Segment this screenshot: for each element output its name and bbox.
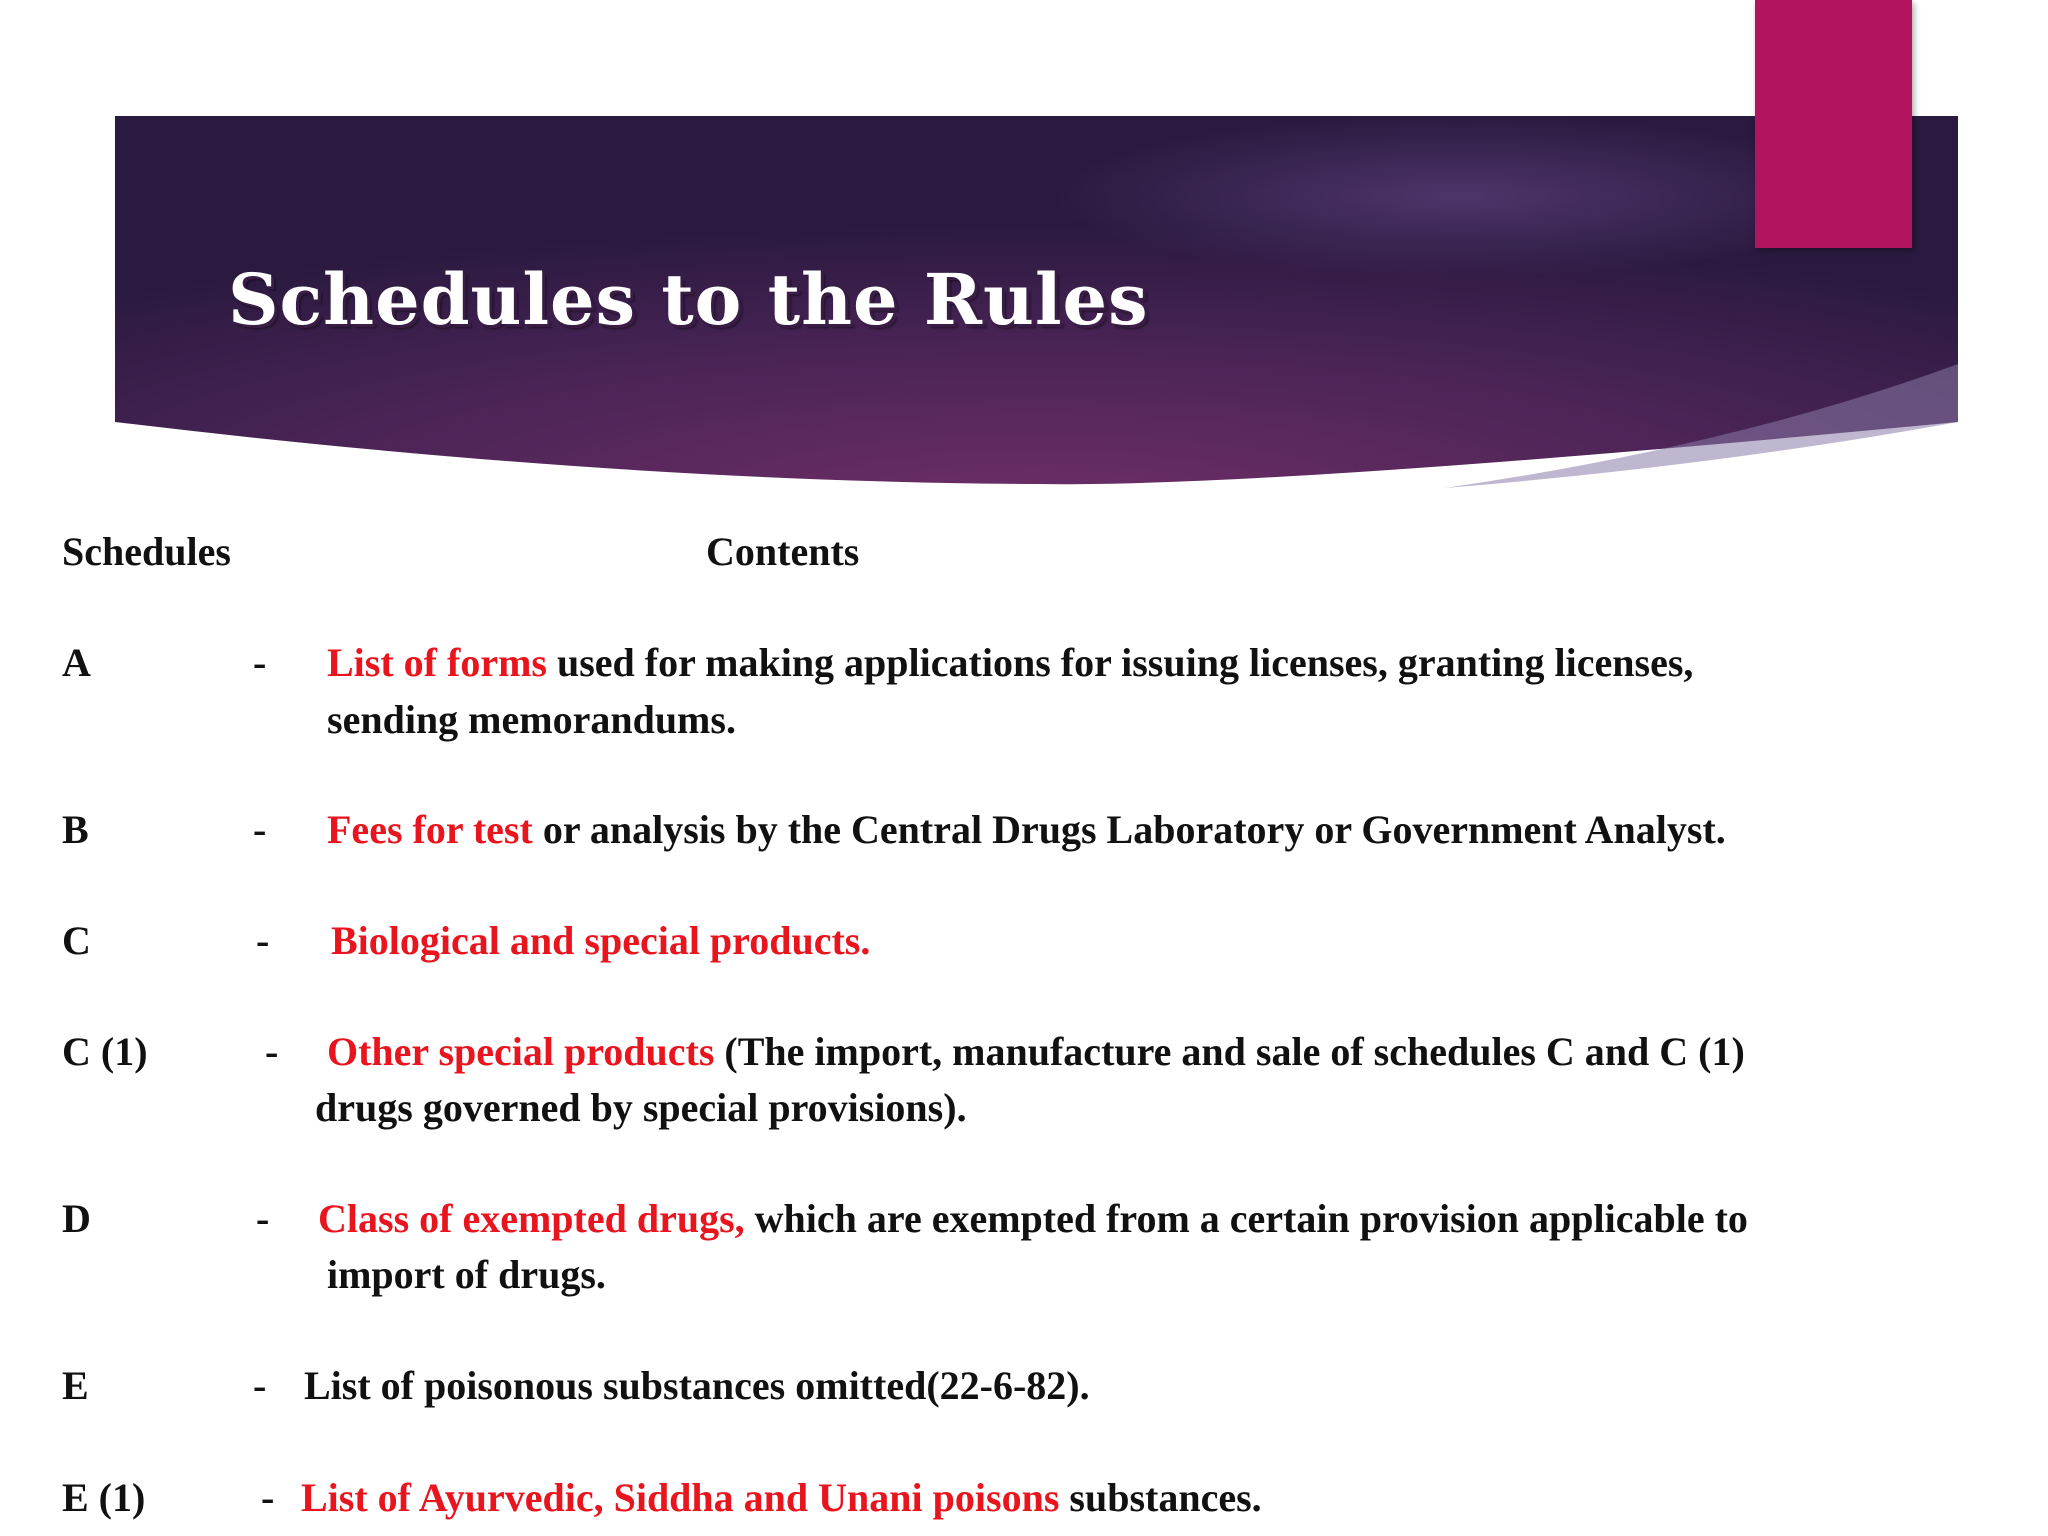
row-d-content	[318, 1196, 1748, 1241]
row-d-line2: import of drugs.	[327, 1252, 606, 1297]
row-e1-rest: substances.	[1059, 1475, 1262, 1520]
row-b-content	[327, 807, 1726, 852]
row-a-line2: sending memorandums.	[327, 697, 736, 742]
row-a-highlight: List of forms	[327, 640, 547, 685]
row-c1-content	[327, 1029, 1745, 1074]
row-d-rest: which are exempted from a certain provision applicable to	[744, 1196, 1748, 1241]
accent-tab	[1755, 0, 1912, 248]
row-c-code: C	[62, 918, 91, 963]
row-b-dash: -	[253, 807, 267, 852]
row-d-code: D	[62, 1196, 91, 1241]
row-e1-content	[301, 1475, 1262, 1520]
row-e1-highlight: List of Ayurvedic, Siddha and Unani poisons	[301, 1475, 1060, 1520]
row-d-dash: -	[256, 1196, 270, 1241]
row-c1-code: C (1)	[62, 1029, 148, 1074]
row-c-highlight: Biological and special products.	[331, 918, 871, 963]
row-a-code: A	[62, 640, 91, 685]
row-e-content: List of poisonous substances omitted(22-6-82).	[304, 1363, 1090, 1408]
row-c1-rest: (The import, manufacture and sale of schedules C and C (1)	[714, 1029, 1745, 1074]
header-contents: Contents	[706, 529, 860, 574]
row-c1-line2: drugs governed by special provisions).	[315, 1085, 967, 1130]
row-e-code: E	[62, 1363, 89, 1408]
row-b-rest: or analysis by the Central Drugs Laboratory or Government Analyst.	[532, 807, 1726, 852]
row-a-rest: used for making applications for issuing licenses, granting licenses,	[546, 640, 1694, 685]
row-c1-dash: -	[265, 1029, 279, 1074]
row-a-dash: -	[253, 640, 267, 685]
row-a-content	[327, 640, 1694, 685]
header-schedules: Schedules	[62, 529, 231, 574]
row-d-highlight: Class of exempted drugs,	[318, 1196, 745, 1241]
row-e1-dash: -	[261, 1475, 275, 1520]
row-c-content	[331, 918, 871, 963]
row-e-dash: -	[253, 1363, 267, 1408]
row-e1-code: E (1)	[62, 1475, 146, 1520]
row-b-highlight: Fees for test	[327, 807, 533, 852]
row-b-code: B	[62, 807, 89, 852]
row-c-dash: -	[256, 918, 270, 963]
slide-title: Schedules to the Rules	[228, 258, 1149, 341]
row-c1-highlight: Other special products	[327, 1029, 715, 1074]
